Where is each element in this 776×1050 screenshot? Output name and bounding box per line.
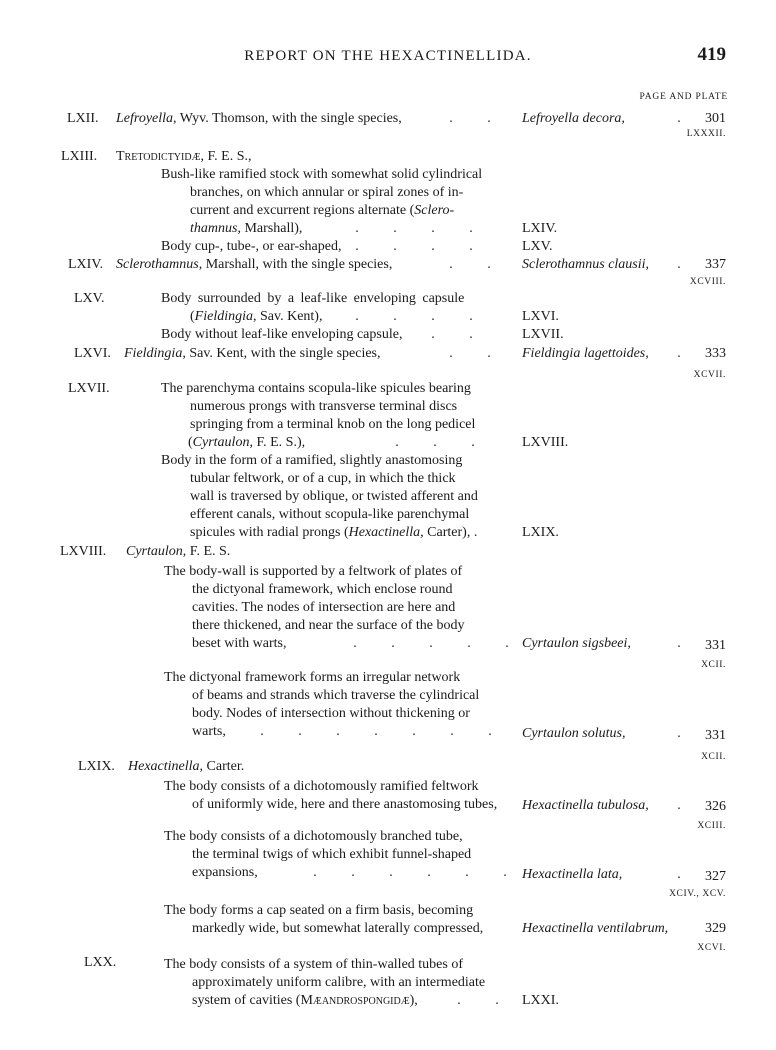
description-line: (Fieldingia, Sav. Kent), xyxy=(190,309,323,324)
genus-name: Lefroyella xyxy=(116,111,174,126)
page-reference: 327 xyxy=(705,869,726,884)
key-number: LXIII. xyxy=(61,149,98,164)
page-reference: 333 xyxy=(705,346,726,361)
leader-dots: . . . . . . xyxy=(313,865,507,880)
description-line: The body consists of a dichotomously branched tube, xyxy=(164,829,463,844)
plate-reference: XCVIII. xyxy=(689,277,726,287)
leader-dots: . xyxy=(677,867,681,882)
species-name: Sclerothamnus clausii, xyxy=(522,257,650,272)
leader-dots: . . xyxy=(449,346,491,361)
plate-reference: XCII. xyxy=(701,752,726,762)
description-line: of uniformly wide, here and there anastomosing tubes, xyxy=(192,797,498,812)
description-line: spicules with radial prongs (Hexactinella, Carter), . xyxy=(190,525,478,540)
description-line: current and excurrent regions alternate (Sclero- xyxy=(190,203,455,218)
leader-dots: . . xyxy=(449,111,491,126)
description-line: there thickened, and near the surface of the body xyxy=(192,618,465,633)
description-line: tubular feltwork, or of a cup, in which the thick xyxy=(190,471,456,486)
key-number: LXX. xyxy=(84,955,117,970)
description-line: body. Nodes of intersection without thickening or xyxy=(192,706,470,721)
description-line: Body surrounded by a leaf-like enveloping capsule xyxy=(161,291,465,306)
species-name: Cyrtaulon sigsbeei, xyxy=(522,636,631,651)
leader-dots: . xyxy=(677,346,681,361)
key-entry-text: Cyrtaulon, F. E. S. xyxy=(126,544,231,559)
page-reference: 329 xyxy=(705,921,726,936)
species-name: Hexactinella ventilabrum, xyxy=(522,921,669,936)
description-line: The body consists of a system of thin-walled tubes of xyxy=(164,957,464,972)
cross-reference: LXIV. xyxy=(522,221,558,236)
entry-text: , Wyv. Thomson, with the single species, xyxy=(173,111,402,126)
plate-reference: XCVI. xyxy=(697,943,726,953)
genus-name: Cyrtaulon xyxy=(126,544,183,559)
running-header-title: REPORT ON THE HEXACTINELLIDA. xyxy=(244,48,532,64)
key-number: LXII. xyxy=(67,111,99,126)
leader-dots: . . xyxy=(449,257,491,272)
key-number: LXVI. xyxy=(74,346,111,361)
key-entry-text xyxy=(116,110,402,128)
description-line: The dictyonal framework forms an irregular network xyxy=(164,670,461,685)
leader-dots: . xyxy=(677,636,681,651)
description-line: wall is traversed by oblique, or twisted afferent and xyxy=(190,489,478,504)
leader-dots: . . . . xyxy=(355,221,473,236)
description-line: system of cavities (Mæandrospongidæ), xyxy=(192,993,418,1008)
key-entry-text: Hexactinella, Carter. xyxy=(128,759,245,774)
description-line: the terminal twigs of which exhibit funnel-shaped xyxy=(192,847,472,862)
key-number: LXVIII. xyxy=(60,544,107,559)
leader-dots: . xyxy=(677,798,681,813)
description-line: Body in the form of a ramified, slightly anastomosing xyxy=(161,453,463,468)
family-name: Tretodictyidæ xyxy=(116,149,201,164)
key-entry-text: Sclerothamnus, Marshall, with the single species, xyxy=(116,257,393,272)
cross-reference: LXIX. xyxy=(522,525,559,540)
key-entry-text: Fieldingia, Sav. Kent, with the single species, xyxy=(124,346,381,361)
description-line: The parenchyma contains scopula-like spicules bearing xyxy=(161,381,471,396)
cross-reference: LXV. xyxy=(522,239,553,254)
description-line: markedly wide, but somewhat laterally compressed, xyxy=(192,921,484,936)
page-reference: 301 xyxy=(705,111,726,126)
page-reference: 331 xyxy=(705,638,726,653)
key-number: LXVII. xyxy=(68,381,110,396)
description-line: expansions, xyxy=(192,865,258,880)
page-reference: 326 xyxy=(705,799,726,814)
cross-reference: LXVI. xyxy=(522,309,559,324)
species-name: Hexactinella lata, xyxy=(522,867,623,882)
cross-reference: LXVII. xyxy=(522,327,564,342)
leader-dots: . . . . . xyxy=(353,636,509,651)
leader-dots: . . xyxy=(431,327,473,342)
description-line: of beams and strands which traverse the cylindrical xyxy=(192,688,480,703)
description-line: The body-wall is supported by a feltwork of plates of xyxy=(164,564,463,579)
plate-reference: XCIV., XCV. xyxy=(669,889,726,899)
plate-reference: XCII. xyxy=(701,660,726,670)
description-line: (Cyrtaulon, F. E. S.), xyxy=(188,435,306,450)
description-line: Bush-like ramified stock with somewhat solid cylindrical xyxy=(161,167,483,182)
species-name: Lefroyella decora, xyxy=(522,111,625,126)
description-line: Body without leaf-like enveloping capsule, xyxy=(161,327,403,342)
description-line: thamnus, Marshall), xyxy=(190,221,303,236)
leader-dots: . xyxy=(677,111,681,126)
description-line: beset with warts, xyxy=(192,636,287,651)
page-reference: 337 xyxy=(705,257,726,272)
genus-name: Sclerothamnus xyxy=(116,257,199,272)
description-line: The body forms a cap seated on a firm basis, becoming xyxy=(164,903,474,918)
species-name: Hexactinella tubulosa, xyxy=(522,798,649,813)
description-line: branches, on which annular or spiral zones of in- xyxy=(190,185,464,200)
species-name: Cyrtaulon solutus, xyxy=(522,726,626,741)
description-line: The body consists of a dichotomously ramified feltwork xyxy=(164,779,479,794)
genus-name: Hexactinella xyxy=(128,759,200,774)
description-line: cavities. The nodes of intersection are here and xyxy=(192,600,456,615)
plate-reference: LXXXII. xyxy=(686,129,726,139)
leader-dots: . . . . xyxy=(355,239,473,254)
leader-dots: . . . xyxy=(395,435,475,450)
genus-name: Fieldingia xyxy=(124,346,183,361)
description-line: Body cup-, tube-, or ear-shaped, xyxy=(161,239,342,254)
key-number: LXIV. xyxy=(68,257,104,272)
page-number: 419 xyxy=(697,44,726,65)
leader-dots: . . . . xyxy=(355,309,473,324)
cross-reference: LXXI. xyxy=(522,993,559,1008)
description-line: warts, xyxy=(192,724,226,739)
description-line: the dictyonal framework, which enclose round xyxy=(192,582,453,597)
plate-reference: XCIII. xyxy=(697,821,726,831)
page-reference: 331 xyxy=(705,728,726,743)
description-line: numerous prongs with transverse terminal discs xyxy=(190,399,458,414)
leader-dots: . xyxy=(677,257,681,272)
leader-dots: . xyxy=(677,726,681,741)
key-entry-text xyxy=(116,148,252,166)
description-line: approximately uniform calibre, with an intermediate xyxy=(192,975,486,990)
plate-reference: XCVII. xyxy=(693,370,726,380)
key-number: LXIX. xyxy=(78,759,115,774)
species-name: Fieldingia lagettoides, xyxy=(522,346,649,361)
description-line: efferent canals, without scopula-like parenchymal xyxy=(190,507,470,522)
leader-dots: . . xyxy=(457,993,499,1008)
author-name: , F. E. S., xyxy=(200,149,252,164)
cross-reference: LXVIII. xyxy=(522,435,569,450)
description-line: springing from a terminal knob on the long pedicel xyxy=(190,417,476,432)
leader-dots: . . . . . . . xyxy=(260,724,492,739)
key-number: LXV. xyxy=(74,291,105,306)
column-heading: PAGE AND PLATE xyxy=(639,92,728,102)
